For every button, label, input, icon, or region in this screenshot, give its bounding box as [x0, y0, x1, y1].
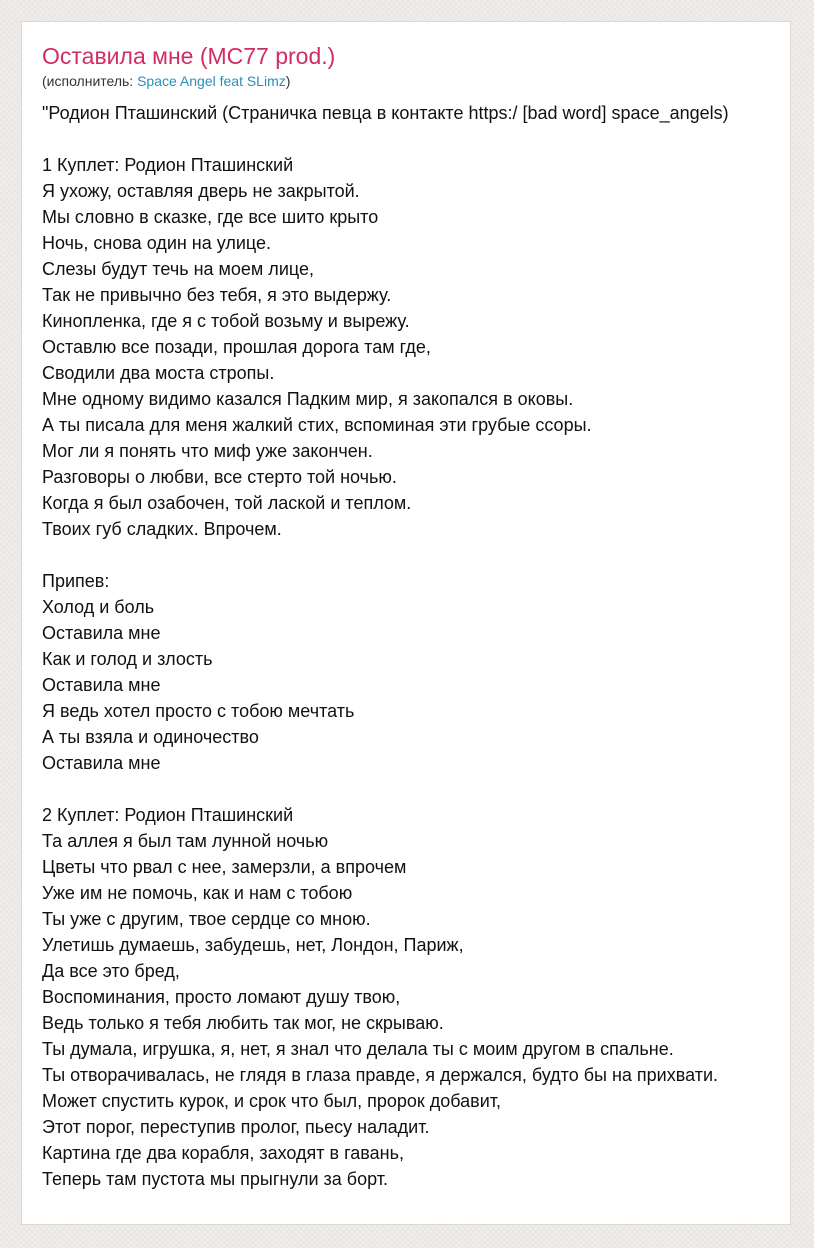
lyric-line: А ты взяла и одиночество	[42, 727, 259, 747]
lyric-line: Припев:	[42, 571, 110, 591]
lyric-line: Оставлю все позади, прошлая дорога там где,	[42, 337, 431, 357]
lyric-line: Слезы будут течь на моем лице,	[42, 259, 314, 279]
lyric-line: Как и голод и злость	[42, 649, 213, 669]
lyric-line: Разговоры о любви, все стерто той ночью.	[42, 467, 397, 487]
lyric-line: Уже им не помочь, как и нам с тобою	[42, 883, 353, 903]
lyric-line: 1 Куплет: Родион Пташинский	[42, 155, 294, 175]
lyric-line: Холод и боль	[42, 597, 155, 617]
lyric-line: Мы словно в сказке, где все шито крыто	[42, 207, 379, 227]
lyric-line: Улетишь думаешь, забудешь, нет, Лондон, Париж,	[42, 935, 464, 955]
lyric-line: Ты уже с другим, твое сердце со мною.	[42, 909, 371, 929]
lyric-line: Оставила мне	[42, 623, 161, 643]
lyric-line: Может спустить курок, и срок что был, пророк добавит,	[42, 1091, 502, 1111]
lyric-line: Твоих губ сладких. Впрочем.	[42, 519, 282, 539]
lyrics-text	[42, 100, 814, 1192]
lyric-line: А ты писала для меня жалкий стих, вспоминая эти грубые ссоры.	[42, 415, 592, 435]
lyric-line: "Родион Пташинский (Страничка певца в контакте https:/ [bad word] space_angels)	[42, 103, 729, 123]
lyric-line: Картина где два корабля, заходят в гавань,	[42, 1143, 404, 1163]
artist-link[interactable]: Space Angel feat SLimz	[137, 73, 286, 89]
lyric-line: Та аллея я был там лунной ночью	[42, 831, 329, 851]
song-title: Оставила мне (MC77 prod.)	[42, 43, 336, 69]
lyric-blank-line	[42, 776, 814, 802]
byline-prefix: (исполнитель:	[42, 73, 138, 89]
lyric-line: Оставила мне	[42, 675, 161, 695]
lyric-line: Сводили два моста стропы.	[42, 363, 275, 383]
lyric-blank-line	[42, 126, 814, 152]
lyric-line: Когда я был озабочен, той лаской и теплом.	[42, 493, 412, 513]
lyric-blank-line	[42, 542, 814, 568]
byline-suffix: )	[285, 73, 291, 89]
lyric-line: Оставила мне	[42, 753, 161, 773]
lyric-line: Цветы что рвал с нее, замерзли, а впрочем	[42, 857, 407, 877]
lyric-line: Этот порог, переступив пролог, пьесу наладит.	[42, 1117, 430, 1137]
lyric-line: Мог ли я понять что миф уже закончен.	[42, 441, 373, 461]
lyric-line: Кинопленка, где я с тобой возьму и вырежу.	[42, 311, 410, 331]
lyric-line: Теперь там пустота мы прыгнули за борт.	[42, 1169, 388, 1189]
lyric-line: Ты отворачивалась, не глядя в глаза правде, я держался, будто бы на прихвати.	[42, 1065, 719, 1085]
lyric-line: Так не привычно без тебя, я это выдержу.	[42, 285, 392, 305]
lyric-line: Да все это бред,	[42, 961, 180, 981]
lyrics-content	[42, 42, 814, 1192]
lyric-line: Ведь только я тебя любить так мог, не скрываю.	[42, 1013, 444, 1033]
artist-byline	[42, 71, 814, 91]
lyric-line: Я ведь хотел просто с тобою мечтать	[42, 701, 355, 721]
lyric-line: Воспоминания, просто ломают душу твою,	[42, 987, 401, 1007]
lyric-line: 2 Куплет: Родион Пташинский	[42, 805, 294, 825]
lyric-line: Ты думала, игрушка, я, нет, я знал что делала ты с моим другом в спальне.	[42, 1039, 674, 1059]
lyric-line: Мне одному видимо казался Падким мир, я закопался в оковы.	[42, 389, 574, 409]
lyric-line: Я ухожу, оставляя дверь не закрытой.	[42, 181, 360, 201]
lyric-line: Ночь, снова один на улице.	[42, 233, 272, 253]
